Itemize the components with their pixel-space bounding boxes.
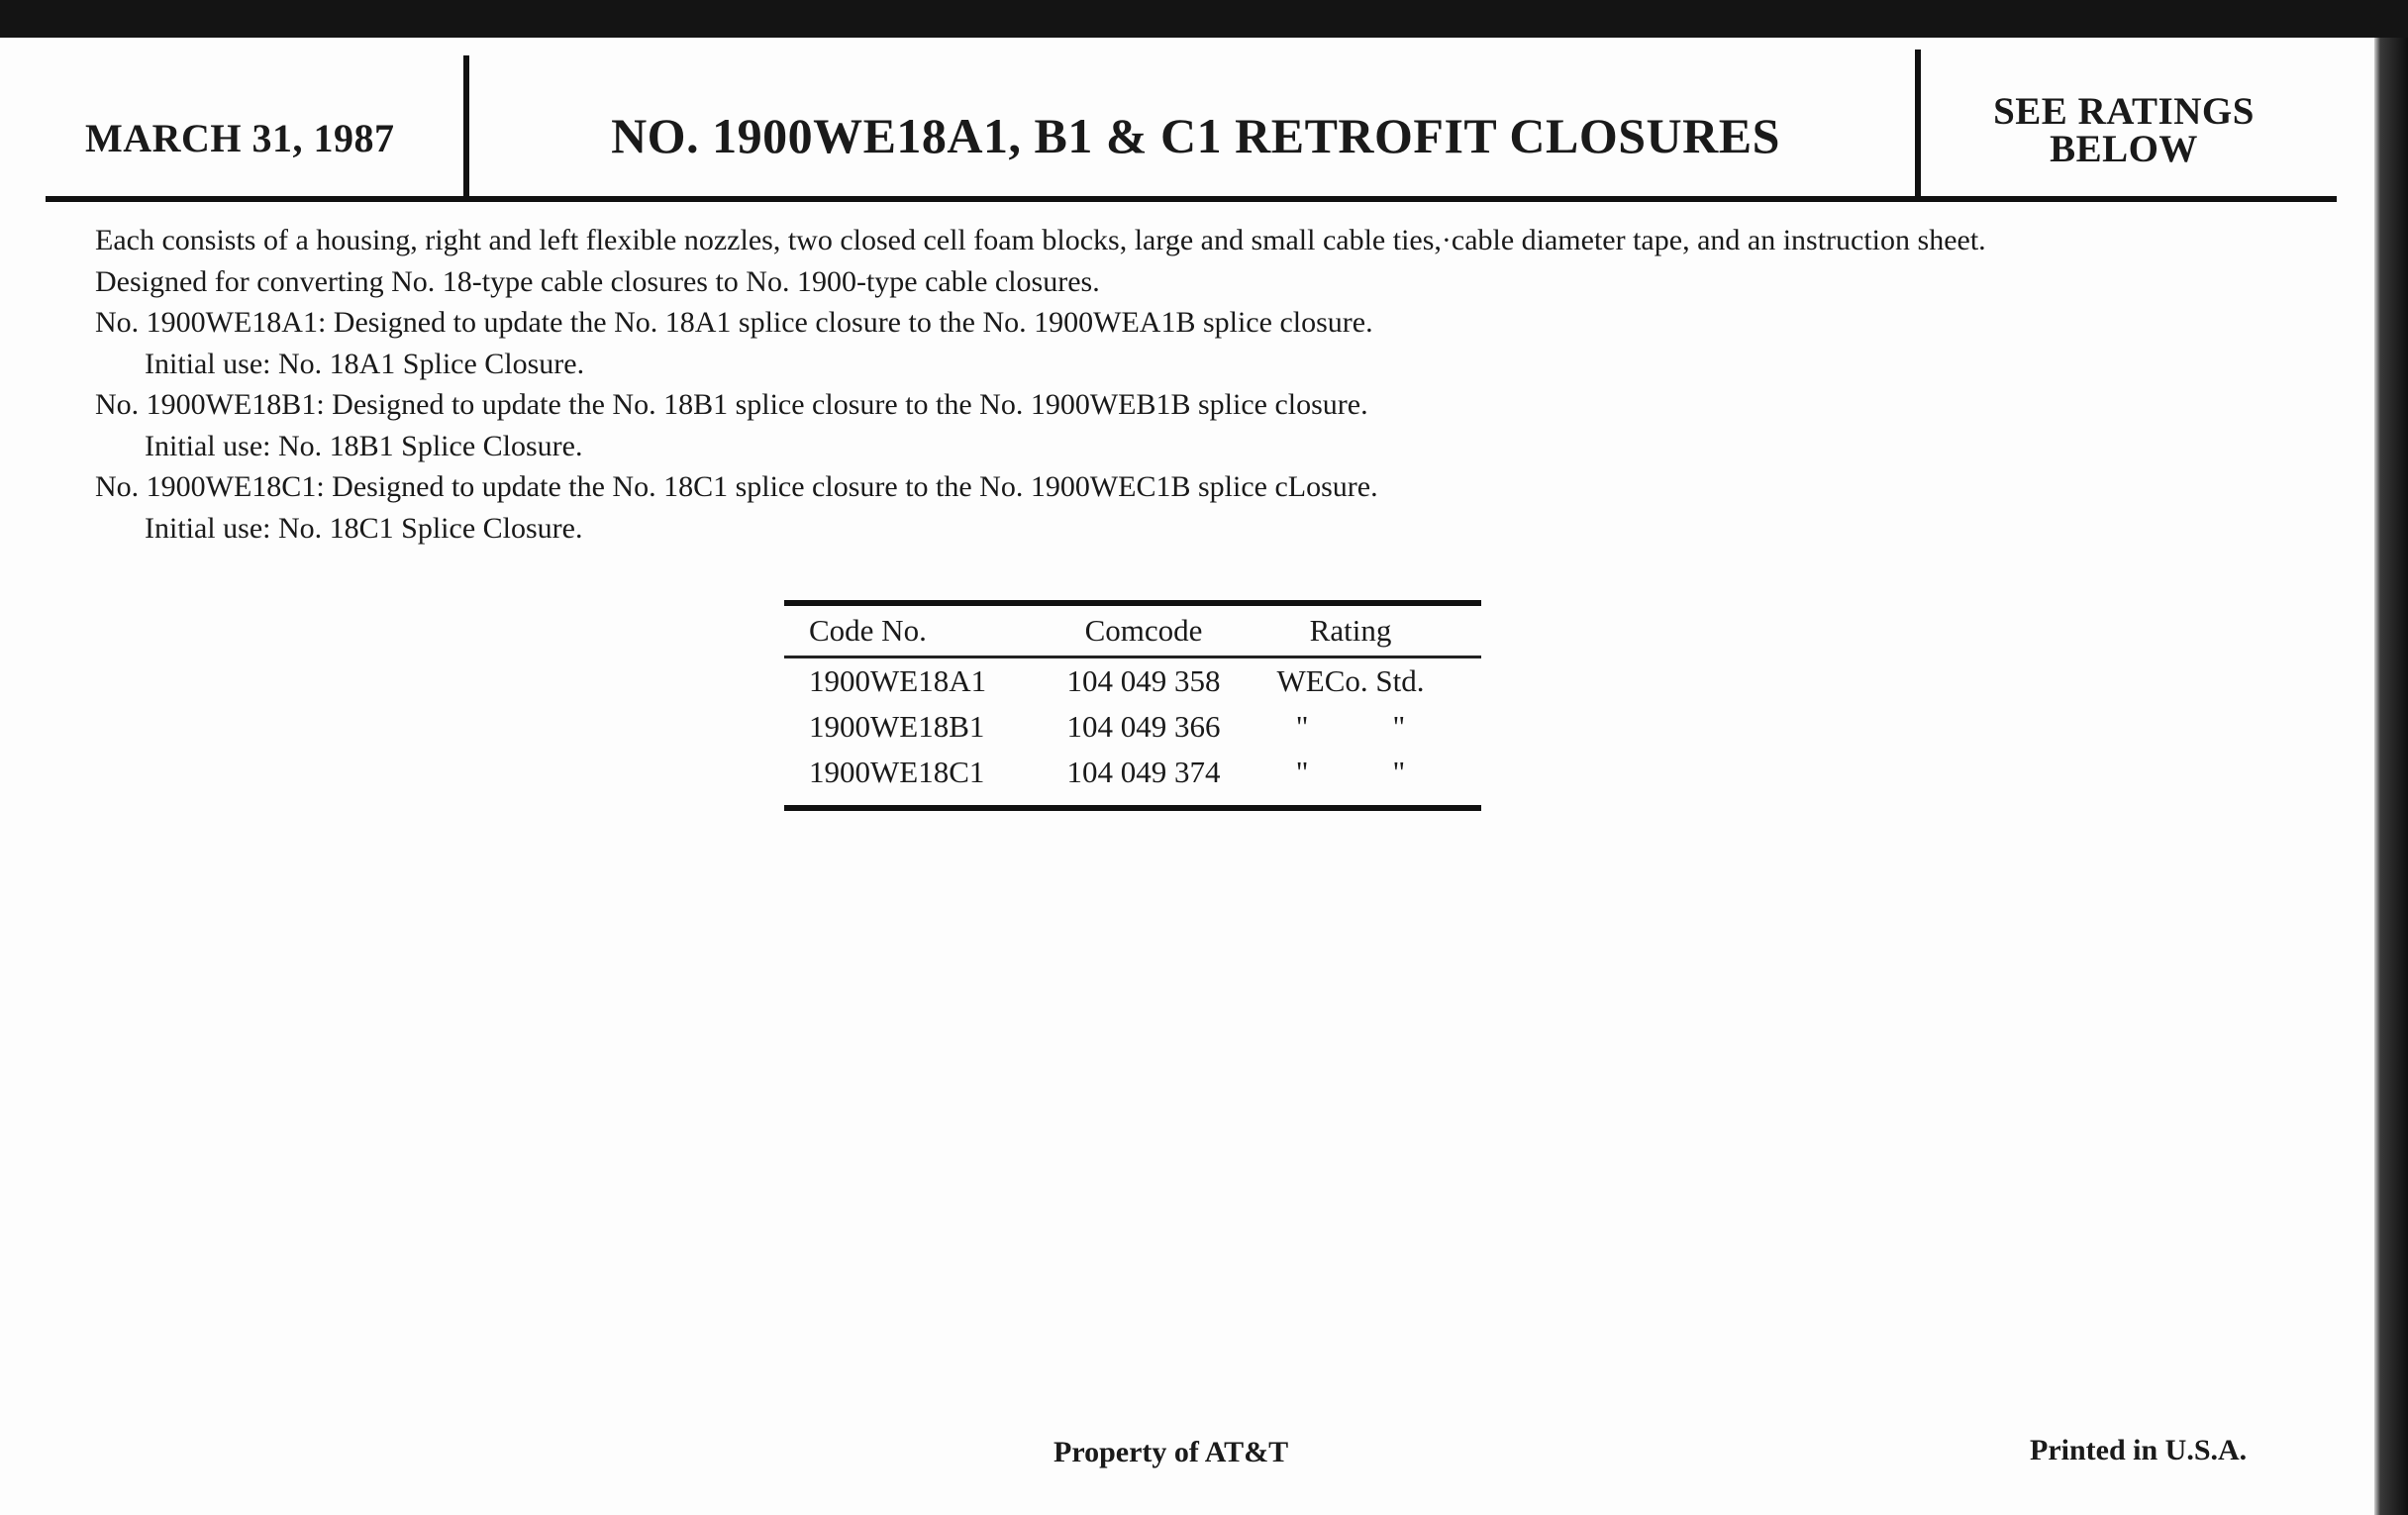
rating-note-line2: BELOW [2050,128,2198,170]
cell-comcode: 104 049 366 [1066,709,1221,744]
table-row [784,704,1481,750]
rating-note-line1: SEE RATINGS [1993,90,2255,133]
column-header-rating: Rating [1309,613,1392,648]
footer-property: Property of AT&T [1054,1436,1289,1468]
header-rule [46,196,2337,202]
header-date: MARCH 31, 1987 [85,116,395,160]
header-divider-left [463,55,469,200]
description-line: Designed for converting No. 18-type cable closures to No. 1900-type cable closures. [95,264,1100,298]
b1-description: No. 1900WE18B1: Designed to update the No. 18B1 splice closure to the No. 1900WEB1B splice closure. [95,388,1368,421]
footer-printed: Printed in U.S.A. [2030,1434,2248,1466]
ratings-table [784,600,1481,811]
cell-comcode: 104 049 358 [1066,663,1221,698]
b1-initial-use: Initial use: No. 18B1 Splice Closure. [145,429,583,462]
ditto-mark: " [1392,709,1406,744]
column-header-comcode: Comcode [1084,613,1203,648]
c1-description: No. 1900WE18C1: Designed to update the No. 18C1 splice closure to the No. 1900WEC1B splice cLosure. [95,470,1378,503]
cell-code: 1900WE18B1 [809,709,985,744]
description-line: Each consists of a housing, right and left flexible nozzles, two closed cell foam blocks, large and small cable ties,·cable diameter tape, and an instruction sheet. [95,224,1986,256]
ditto-mark: " [1295,709,1309,744]
description-text [95,220,2333,549]
a1-initial-use: Initial use: No. 18A1 Splice Closure. [145,347,585,380]
table-header-row [784,606,1481,656]
cell-comcode: 104 049 374 [1066,755,1221,789]
cell-code: 1900WE18C1 [809,755,985,789]
c1-initial-use: Initial use: No. 18C1 Splice Closure. [145,511,583,545]
cell-rating [1252,750,1450,795]
table-bottom-rule [784,805,1481,811]
page-title: NO. 1900WE18A1, B1 & C1 RETROFIT CLOSURES [611,108,1780,163]
scan-edge [2374,38,2408,1515]
header-divider-right [1915,50,1921,198]
a1-description: No. 1900WE18A1: Designed to update the No. 18A1 splice closure to the No. 1900WEA1B splice closure. [95,306,1373,339]
header-rating-note [1926,90,2322,170]
document-page [0,38,2374,1515]
column-header-code: Code No. [809,613,927,648]
cell-rating [1252,704,1450,750]
cell-rating: WECo. Std. [1276,663,1425,698]
ditto-mark: " [1392,755,1406,789]
ditto-mark: " [1295,755,1309,789]
cell-code: 1900WE18A1 [809,663,987,698]
table-row [784,750,1481,795]
table-row [784,658,1481,704]
